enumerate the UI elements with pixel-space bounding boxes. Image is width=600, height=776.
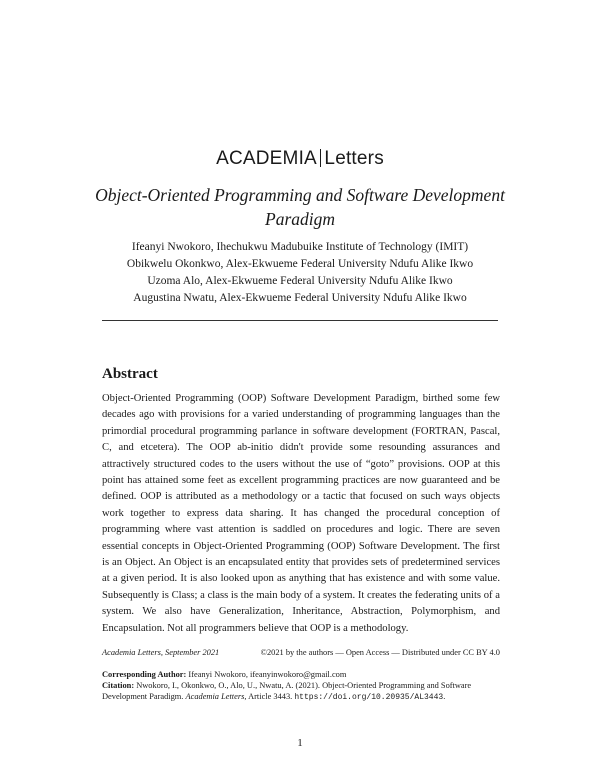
author-line: Uzoma Alo, Alex-Ekwueme Federal University Ndufu Alike Ikwo: [147, 275, 453, 287]
brand-name: ACADEMIA: [216, 148, 317, 169]
footer-journal-line: [102, 647, 500, 658]
citation: [102, 680, 500, 703]
author-line: Augustina Nwatu, Alex-Ekwueme Federal University Ndufu Alike Ikwo: [133, 292, 467, 304]
journal-date: Academia Letters, September 2021: [102, 648, 220, 657]
title-divider: [102, 320, 498, 321]
corresponding-value: Ifeanyi Nwokoro, ifeanyinwokoro@gmail.com: [188, 670, 347, 679]
brand-section: Letters: [324, 148, 384, 169]
abstract-heading: Abstract: [102, 366, 158, 382]
abstract-text: Object-Oriented Programming (OOP) Software Development Paradigm, birthed some few decades ago with provisions for a varied understanding of programming languages than the primordial procedural programming parlance in software development (FORTRAN, Pascal, C, and etcetera). The OOP ab-initio didn't provide some resounding assurances and attractively structured codes to the users without the use of “goto” provisions. OOP at this point has attained some feet as excellent programming practices are now guaranteed and be defined. OOP is attributed as a methodology or a tactic that focused on such ways objects work together to express data sharing. It has changed the procedural conception of programming where vast attention is saddled on procedures and logic. There are seven essential concepts in Object-Oriented Programming (OOP) Software Development. The first is an Object. An Object is an encapsulated entity that provides sets of predetermined services at a given period. It is also looked upon as anything that has existence and with some value. Subsequently is Class; a class is the main body of a system. It creates the federating units of a system. We also have Generalization, Inheritance, Abstraction, Polymorphism, and Encapsulation. Not all programmers believe that OOP is a methodology.: [102, 393, 500, 634]
brand-separator: [320, 149, 322, 167]
journal-brand: [0, 148, 600, 170]
doi-suffix: .: [443, 692, 446, 701]
paper-title: Object-Oriented Programming and Software Development Paradigm: [95, 185, 505, 229]
citation-label: Citation:: [102, 681, 135, 690]
author-line: Ifeanyi Nwokoro, Ihechukwu Madubuike Institute of Technology (IMIT): [131, 241, 469, 253]
author-list: [60, 239, 540, 307]
corresponding-author: [102, 669, 500, 680]
page-number: 1: [297, 737, 303, 749]
citation-journal: Academia Letters: [185, 692, 245, 701]
doi-link[interactable]: https://doi.org/10.20935/AL3443: [294, 693, 444, 702]
corresponding-label: Corresponding Author:: [102, 670, 187, 679]
citation-article: , Article 3443.: [244, 692, 293, 701]
license-notice: ©2021 by the authors — Open Access — Distributed under CC BY 4.0: [260, 648, 500, 657]
citation-text: Nwokoro, I., Okonkwo, O., Alo, U., Nwatu, A. (2021). Object-Oriented Programming and Software Development Paradigm.: [102, 681, 472, 701]
author-line: Obikwelu Okonkwo, Alex-Ekwueme Federal University Ndufu Alike Ikwo: [126, 258, 474, 270]
